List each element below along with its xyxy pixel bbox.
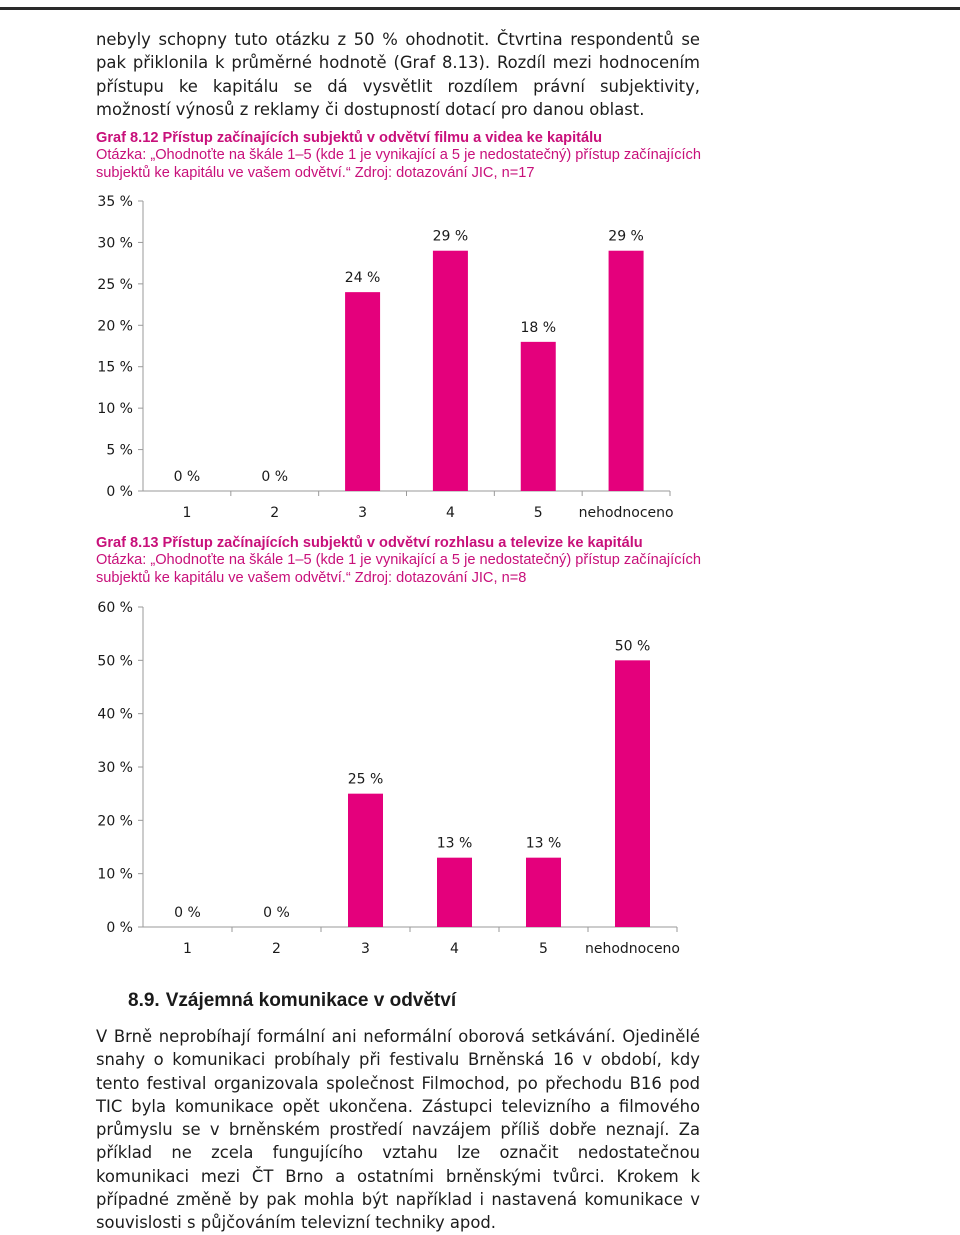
header-rule — [0, 7, 960, 10]
y-tick-label: 35 % — [97, 194, 133, 210]
section-number: 8.9. — [128, 990, 160, 1011]
section-heading — [128, 990, 462, 1012]
y-tick-label: 30 % — [97, 760, 133, 776]
bar-6 — [609, 251, 644, 491]
y-tick-label: 5 % — [106, 442, 133, 459]
x-tick-label: 2 — [272, 941, 281, 957]
data-label: 29 % — [608, 228, 644, 245]
y-tick-label: 30 % — [97, 235, 133, 252]
intro-paragraph: nebyly schopny tuto otázku z 50 % ohodnotit. Čtvrtina respondentů se pak přiklonila k průměrné hodnotě (Graf 8.13). Rozdíl mezi hodnocením přístupu ke kapitálu se dá vysvětlit rozdílem právní subjektivity, možností výnosů z reklamy či dostupností dotací pro danou oblast. — [96, 30, 700, 119]
data-label: 0 % — [263, 905, 290, 921]
x-tick-label: 4 — [450, 941, 459, 957]
bar-3 — [345, 292, 380, 491]
y-tick-label: 10 % — [97, 401, 133, 418]
x-tick-label: 5 — [533, 505, 543, 521]
y-tick-label: 20 % — [97, 813, 133, 830]
y-tick-label: 0 % — [106, 920, 133, 936]
bar-3 — [348, 794, 383, 927]
x-tick-label: 4 — [445, 505, 455, 521]
y-tick-label: 60 % — [97, 600, 133, 616]
graph-caption-1 — [96, 130, 706, 182]
x-tick-label: 1 — [182, 505, 192, 521]
x-tick-label: nehodnoceno — [585, 941, 680, 957]
data-label: 50 % — [614, 638, 651, 655]
bar-chart-2 — [80, 594, 690, 964]
bar-chart-1 — [80, 188, 690, 528]
x-tick-label: 1 — [183, 941, 192, 957]
body-paragraph: V Brně neprobíhají formální ani neformální oborová setkávání. Ojedinělé snahy o komunikaci probíhaly při festivalu Brněnská 16 v období, kdy tento festival organizovala společnost Filmochod, po přechodu B16 pod TIC byla komunikace opět ukončena. Zástupci televizního a filmového průmyslu se v brněnském prostředí navzájem příliš dobře neznají. Za příklad ne zcela fungujícího vztahu lze označit nedostatečnou komunikaci mezi ČT Brno a ostatními brněnskými tvůrci. Krokem k případné změně by pak mohla být například i nastavená komunikace v souvislosti s půjčováním televizní techniky apod. — [96, 1027, 700, 1233]
x-tick-label: 3 — [361, 941, 370, 957]
data-label: 0 % — [261, 469, 289, 485]
y-tick-label: 0 % — [106, 484, 133, 500]
bar-4 — [433, 251, 468, 491]
bar-chart-2-svg — [80, 594, 690, 964]
bar-5 — [521, 342, 556, 491]
data-label: 25 % — [347, 771, 384, 788]
bar-5 — [526, 858, 561, 927]
y-tick-label: 20 % — [97, 318, 133, 335]
graph-question-2: Otázka: „Ohodnoťte na škále 1–5 (kde 1 je vynikající a 5 je nedostatečný) přístup začínajících subjektů ke kapitálu ve vašem odvětví.“ Zdroj: dotazování JIC, n=8 — [96, 552, 701, 586]
x-tick-label: nehodnoceno — [578, 505, 674, 521]
y-tick-label: 10 % — [97, 866, 133, 883]
y-tick-label: 15 % — [97, 359, 133, 376]
section-title: Vzájemná komunikace v odvětví — [165, 990, 457, 1011]
y-tick-label: 25 % — [97, 276, 133, 293]
x-tick-label: 3 — [358, 505, 368, 521]
data-label: 0 % — [174, 905, 201, 921]
x-tick-label: 5 — [539, 941, 548, 957]
data-label: 0 % — [173, 469, 201, 485]
graph-title-2: Graf 8.13 Přístup začínajících subjektů v odvětví rozhlasu a televize ke kapitálu — [96, 535, 643, 551]
y-tick-label: 50 % — [97, 653, 133, 670]
graph-caption-2 — [96, 535, 706, 587]
bar-chart-1-svg — [80, 188, 690, 528]
bar-4 — [437, 858, 472, 927]
data-label: 29 % — [432, 228, 469, 245]
data-label: 13 % — [525, 835, 562, 852]
y-tick-label: 40 % — [97, 706, 133, 723]
graph-title-1: Graf 8.12 Přístup začínajících subjektů v odvětví filmu a videa ke kapitálu — [96, 130, 603, 146]
x-tick-label: 2 — [270, 505, 280, 521]
data-label: 13 % — [436, 835, 473, 852]
bar-6 — [615, 660, 650, 927]
graph-question-1: Otázka: „Ohodnoťte na škále 1–5 (kde 1 je vynikající a 5 je nedostatečný) přístup začínajících subjektů ke kapitálu ve vašem odvětví.“ Zdroj: dotazování JIC, n=17 — [96, 147, 701, 181]
data-label: 18 % — [520, 319, 557, 336]
data-label: 24 % — [344, 270, 381, 287]
